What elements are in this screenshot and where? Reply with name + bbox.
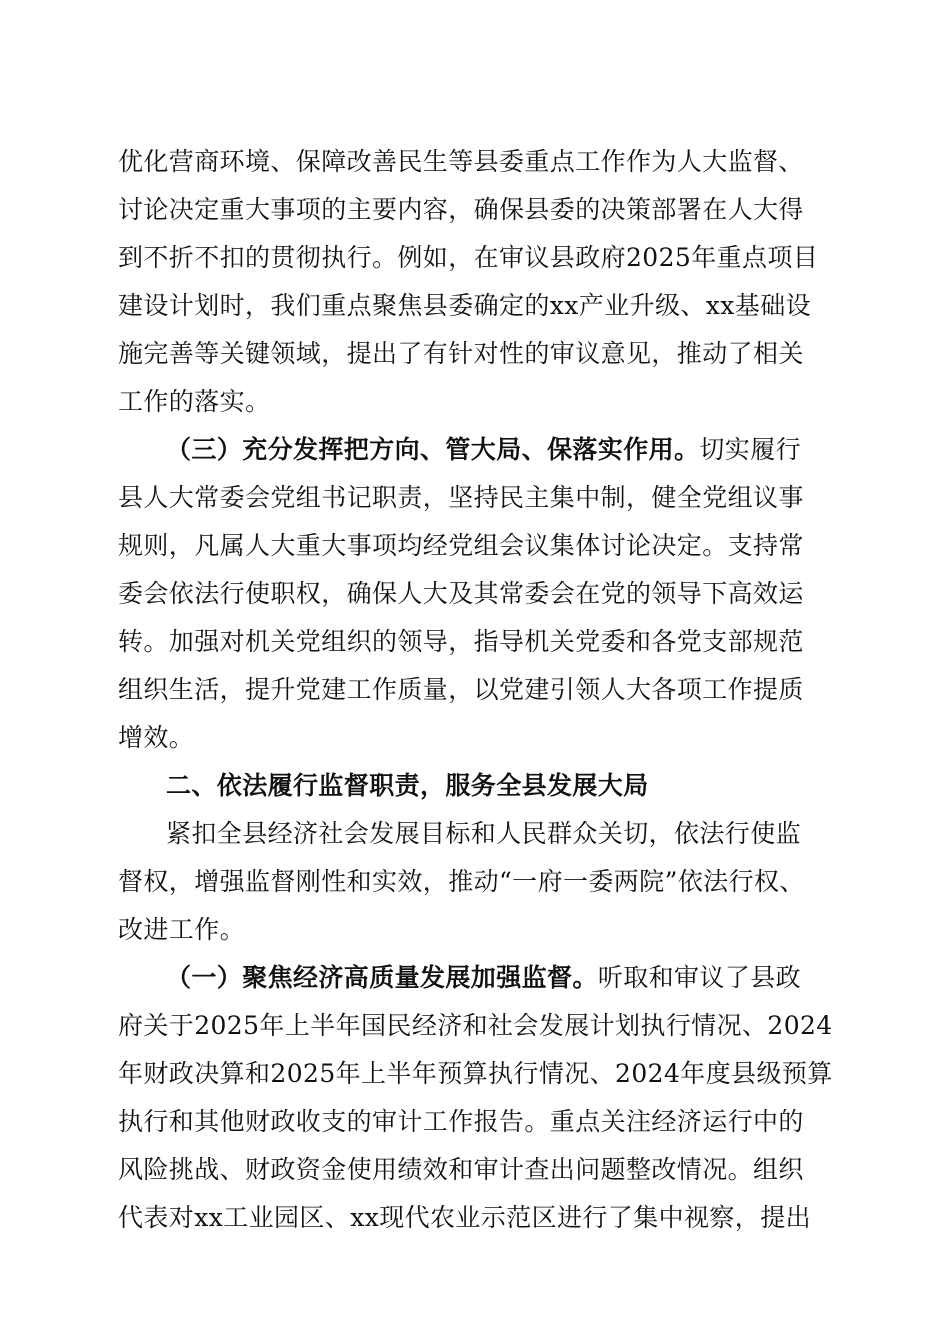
- paragraph-line: 到不折不扣的贯彻执行。例如，在审议县政府2025年重点项目: [118, 243, 819, 272]
- paragraph-line: 讨论决定重大事项的主要内容，确保县委的决策部署在人大得: [118, 195, 804, 224]
- paragraph-line: 紧扣全县经济社会发展目标和人民群众关切，依法行使监: [166, 819, 802, 848]
- paragraph-line: 增效。: [118, 723, 195, 752]
- paragraph-line: 建设计划时，我们重点聚焦县委确定的xx产业升级、xx基础设: [118, 291, 811, 320]
- paragraph-line: 转。加强对机关党组织的领导，指导机关党委和各党支部规范: [118, 627, 804, 656]
- paragraph-line: 委会依法行使职权，确保人大及其常委会在党的领导下高效运: [118, 579, 804, 608]
- paragraph-line: 组织生活，提升党建工作质量，以党建引领人大各项工作提质: [118, 675, 804, 704]
- paragraph-line: 府关于2025年上半年国民经济和社会发展计划执行情况、2024: [118, 1011, 833, 1040]
- paragraph-first-line: [166, 433, 801, 467]
- subsection-heading: （三）充分发挥把方向、管大局、保落实作用。: [166, 435, 700, 464]
- paragraph-text: 切实履行: [699, 435, 802, 464]
- paragraph-line: 年财政决算和2025年上半年预算执行情况、2024年度县级预算: [118, 1059, 833, 1088]
- subsection-heading: （一）聚焦经济高质量发展加强监督。: [166, 963, 598, 992]
- paragraph-line: 县人大常委会党组书记职责，坚持民主集中制，健全党组议事: [118, 483, 804, 512]
- paragraph-line: 执行和其他财政收支的审计工作报告。重点关注经济运行中的: [118, 1107, 804, 1136]
- paragraph-text: 听取和审议了县政: [597, 963, 802, 992]
- paragraph-line: 督权，增强监督刚性和实效，推动“一府一委两院”依法行权、: [118, 867, 805, 896]
- paragraph-line: 施完善等关键领域，提出了有针对性的审议意见，推动了相关: [118, 339, 804, 368]
- section-title: 二、依法履行监督职责，服务全县发展大局: [166, 771, 649, 800]
- paragraph-line: 风险挑战、财政资金使用绩效和审计查出问题整改情况。组织: [118, 1155, 804, 1184]
- paragraph-line: 工作的落实。: [118, 387, 271, 416]
- paragraph-line: 优化营商环境、保障改善民生等县委重点工作作为人大监督、: [118, 147, 804, 176]
- paragraph-line: 代表对xx工业园区、xx现代农业示范区进行了集中视察，提出: [118, 1203, 811, 1232]
- paragraph-line: 规则，凡属人大重大事项均经党组会议集体讨论决定。支持常: [118, 531, 804, 560]
- paragraph-line: 改进工作。: [118, 915, 246, 944]
- paragraph-first-line: [166, 961, 801, 995]
